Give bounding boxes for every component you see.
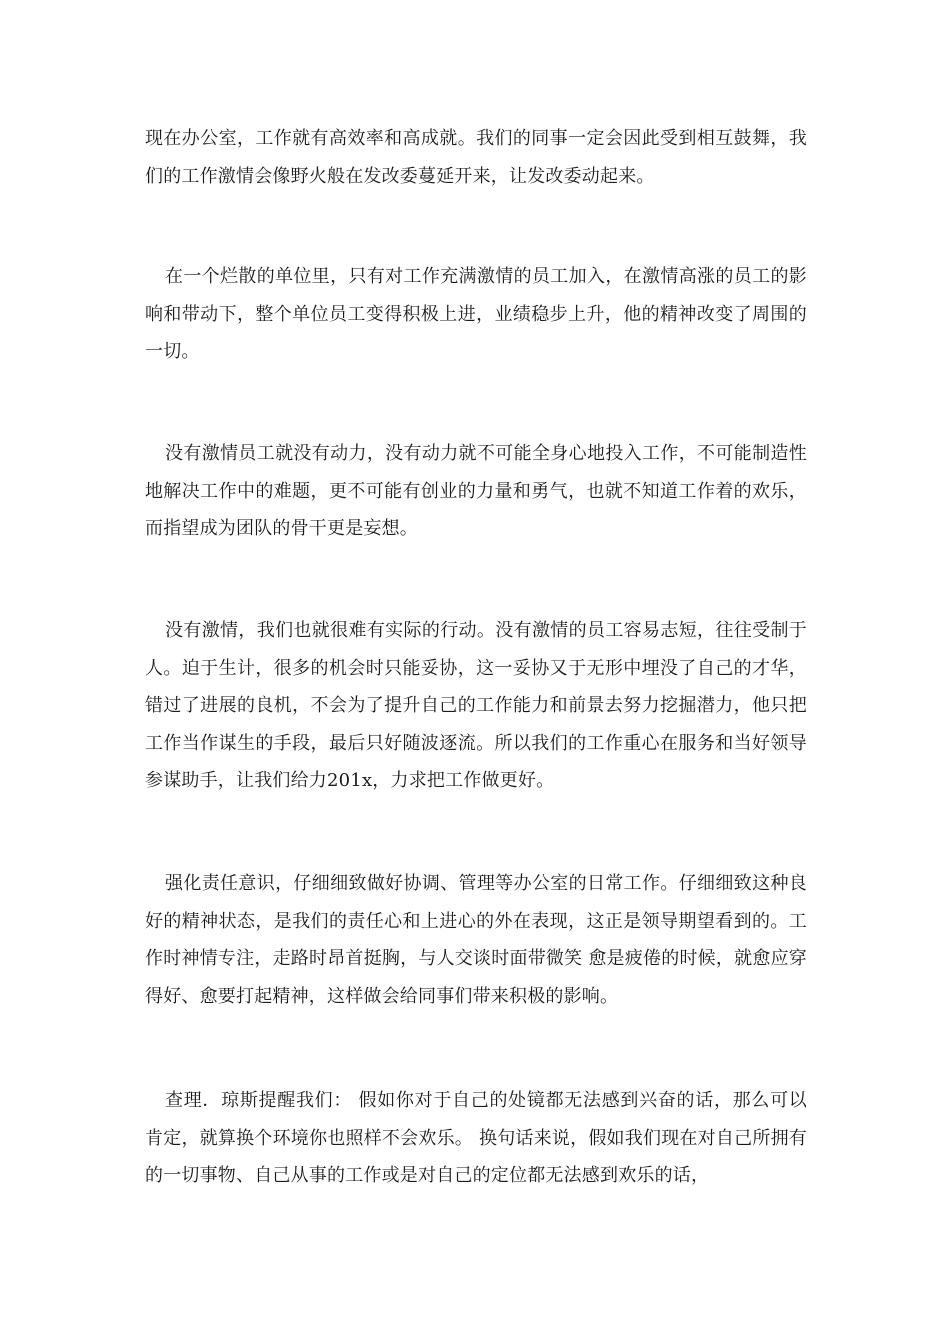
paragraph-6: 查理．琼斯提醒我们： 假如你对于自己的处镜都无法感到兴奋的话，那么可以肯定，就算换个环境你也照样不会欢乐。 换句话来说，假如我们现在对自己所拥有的一切事物、自己从事的工作或是对自己的定位都无法感到欢乐的话， [145,1090,807,1186]
paragraph-3: 没有激情员工就没有动力，没有动力就不可能全身心地投入工作，不可能制造性地解决工作中的难题，更不可能有创业的力量和勇气，也就不知道工作着的欢乐，而指望成为团队的骨干更是妄想。 [145,443,807,539]
paragraph-5: 强化责任意识，仔细细致做好协调、管理等办公室的日常工作。仔细细致这种良好的精神状态，是我们的责任心和上进心的外在表现，这正是领导期望看到的。工作时神情专注，走路时昂首挺胸，与人交谈时面带微笑 愈是疲倦的时候，就愈应穿得好、愈要打起精神，这样做会给同事们带来积极的影响。 [145,873,807,1007]
paragraph-4: 没有激情，我们也就很难有实际的行动。没有激情的员工容易志短，往往受制于人。迫于生计，很多的机会时只能妥协，这一妥协又于无形中埋没了自己的才华，错过了进展的良机，不会为了提升自己的工作能力和前景去努力挖掘潜力，他只把工作当作谋生的手段，最后只好随波逐流。所以我们的工作重心在服务和当好领导参谋助手，让我们给力201x，力求把工作做更好。 [145,620,807,791]
paragraph-1: 现在办公室，工作就有高效率和高成就。我们的同事一定会因此受到相互鼓舞，我们的工作激情会像野火般在发改委蔓延开来，让发改委动起来。 [145,128,807,187]
paragraph-2: 在一个烂散的单位里，只有对工作充满激情的员工加入，在激情高涨的员工的影响和带动下，整个单位员工变得积极上进，业绩稳步上升，他的精神改变了周围的一切。 [145,266,807,362]
